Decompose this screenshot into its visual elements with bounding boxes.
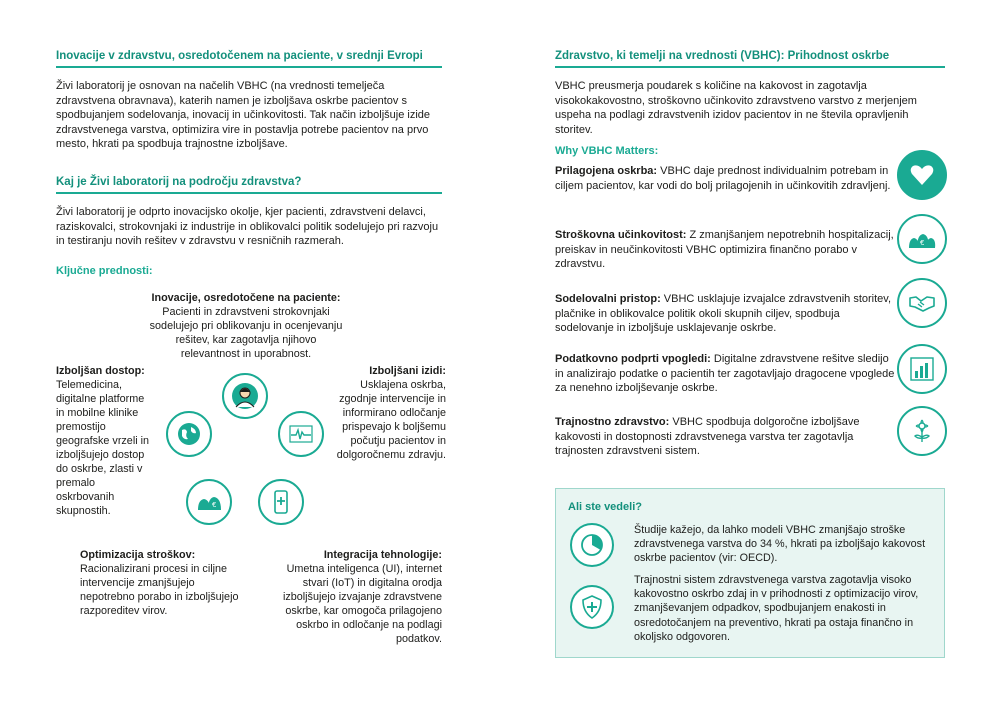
vbhc-item-data <box>555 352 895 396</box>
section-text-innovation: Živi laboratorij je osnovan na načelih VBHC (na vrednosti temelječa zdravstvena obravnava), katerih namen je izboljšava oskrbe pacientov s spodbujanjem sodelovanja, inovacij in učinkovitosti. Tak način izboljšuje izide zdravstvenega varstva, optimizira vire in postavlja potrebe pacientov na prvo mesto, hkrati pa spodbuja trajnostne izboljšave. <box>56 80 431 150</box>
right-page <box>499 0 998 706</box>
fact-sustainable-system: Trajnostni sistem zdravstvenega varstva zagotavlja visoko kakovostno oskrbo zdaj in v prihodnosti z optimizacijo virov, zmanjševanjem odpadkov, spodbujanjem enakosti in osredotočanjem na preventivo, hkrati pa ostaja finančno in okoljsko odgovoren. <box>634 574 919 643</box>
handshake-icon <box>897 278 947 328</box>
benefit-technology-text: Umetna inteligenca (UI), internet stvari (IoT) in digitalna orodja izboljšujejo izvajanje zdravstvene oskrbe, kar omogoča prilagojeno oskrbo in odločanje na podlagi podatkov. <box>282 563 442 645</box>
vbhc-intro: VBHC preusmerja poudarek s količine na kakovost in zagotavlja visokokakovostno, stroškovno učinkovito zdravstveno varstvo z merjenjem uspeha na podlagi zdravstvenih izidov pacientov in ne števila opravljenih storitev. <box>555 80 917 136</box>
benefit-outcomes <box>336 364 446 462</box>
plant-icon <box>897 406 947 456</box>
vbhc-item-sustainable <box>555 415 895 459</box>
did-you-know-title: Ali ste vedeli? <box>568 501 642 513</box>
item-text: Z zmanjšanjem nepotrebnih hospitalizacij, preiskav in neučinkovitosti VBHC optimizira finančno porabo v zdravstvu. <box>555 229 894 270</box>
benefit-outcomes-title: Izboljšani izidi: <box>369 365 446 377</box>
section-title-innovation: Inovacije v zdravstvu, osredotočenem na paciente, v srednji Evropi <box>56 50 442 68</box>
benefit-access-title: Izboljšan dostop: <box>56 365 145 377</box>
vbhc-item-collaborative <box>555 292 895 336</box>
svg-text:€: € <box>212 501 217 509</box>
benefit-outcomes-text: Usklajena oskrba, zgodnje intervencije in informirano odločanje prispevajo k boljšemu počutju pacientov in dolgoročnemu zdravju. <box>336 379 446 461</box>
benefit-access-text: Telemedicina, digitalne platforme in mobilne klinike premostijo geografske vrzeli in izboljšujejo dostop do oskrbe, zlasti v premalo oskrbovanih skupnostih. <box>56 379 150 517</box>
vbhc-item-cost <box>555 228 895 272</box>
section-text-living-lab: Živi laboratorij je odprto inovacijsko okolje, kjer pacienti, zdravstveni delavci, raziskovalci, strokovnjaki iz industrije in oblikovalci politik sodelujejo pri razvoju in testiranju novih rešitev v zdravstvu v resničnih razmerah. <box>56 206 439 247</box>
shield-health-icon <box>570 585 614 629</box>
money-bags-icon <box>186 479 232 525</box>
benefits-heading: Ključne prednosti: <box>56 265 153 277</box>
pie-chart-icon <box>570 523 614 567</box>
item-label: Podatkovno podprti vpogledi: <box>555 353 711 365</box>
did-you-know-box <box>555 488 945 658</box>
heart-monitor-icon <box>278 411 324 457</box>
svg-text:€: € <box>920 239 925 247</box>
fact-cost-reduction: Študije kažejo, da lahko modeli VBHC zmanjšajo stroške zdravstvenega varstva do 34 %, hkrati pa izboljšajo kakovost oskrbe pacientov (vir: OECD). <box>634 524 926 565</box>
item-label: Sodelovalni pristop: <box>555 293 661 305</box>
benefit-patient-title: Inovacije, osredotočene na paciente: <box>151 292 341 304</box>
bar-chart-icon <box>897 344 947 394</box>
benefit-technology <box>266 548 442 646</box>
benefit-patient <box>146 291 346 361</box>
item-label: Prilagojena oskrba: <box>555 165 658 177</box>
item-text: Digitalne zdravstvene rešitve sledijo in analizirajo podatke o pacientih ter zagotavljajo dragocene vpoglede za nenehno izboljševanje oskrbe. <box>555 353 895 394</box>
globe-icon <box>166 411 212 457</box>
item-text: VBHC daje prednost individualnim potrebam in ciljem pacientov, kar vodi do bolj prilagojenih in učinkovitih zdravljenj. <box>555 165 891 192</box>
benefit-technology-title: Integracija tehnologije: <box>323 549 442 561</box>
item-text: VBHC usklajuje izvajalce zdravstvenih storitev, plačnike in oblikovalce politik okoli skupnih ciljev, spodbuja sodelovanje in izboljšuje usklajevanje oskrbe. <box>555 293 892 334</box>
benefit-cost-title: Optimizacija stroškov: <box>80 549 196 561</box>
benefit-access <box>56 364 152 518</box>
patient-icon <box>222 373 268 419</box>
item-label: Trajnostno zdravstvo: <box>555 416 670 428</box>
benefit-cost <box>80 548 250 618</box>
item-label: Stroškovna učinkovitost: <box>555 229 687 241</box>
heart-icon <box>897 150 947 200</box>
why-vbhc-heading: Why VBHC Matters: <box>555 145 659 157</box>
vbhc-title: Zdravstvo, ki temelji na vrednosti (VBHC): Prihodnost oskrbe <box>555 50 945 68</box>
money-bags-icon <box>897 214 947 264</box>
vbhc-item-personalized <box>555 164 895 193</box>
benefit-patient-text: Pacienti in zdravstveni strokovnjaki sodelujejo pri oblikovanju in ocenjevanju rešitev, kar zagotavlja njihovo relevantnost in uporabnost. <box>149 306 343 360</box>
section-title-living-lab: Kaj je Živi laboratorij na področju zdravstva? <box>56 176 442 194</box>
mobile-health-icon <box>258 479 304 525</box>
item-text: VBHC spodbuja dolgoročne izboljšave kakovosti in dostopnosti zdravstvenega varstva ter zagotavlja trajnosten zdravstveni sistem. <box>555 416 860 457</box>
benefit-cost-text: Racionalizirani procesi in ciljne intervencije zmanjšujejo nepotrebno porabo in izboljšujejo razporeditev virov. <box>80 563 239 617</box>
